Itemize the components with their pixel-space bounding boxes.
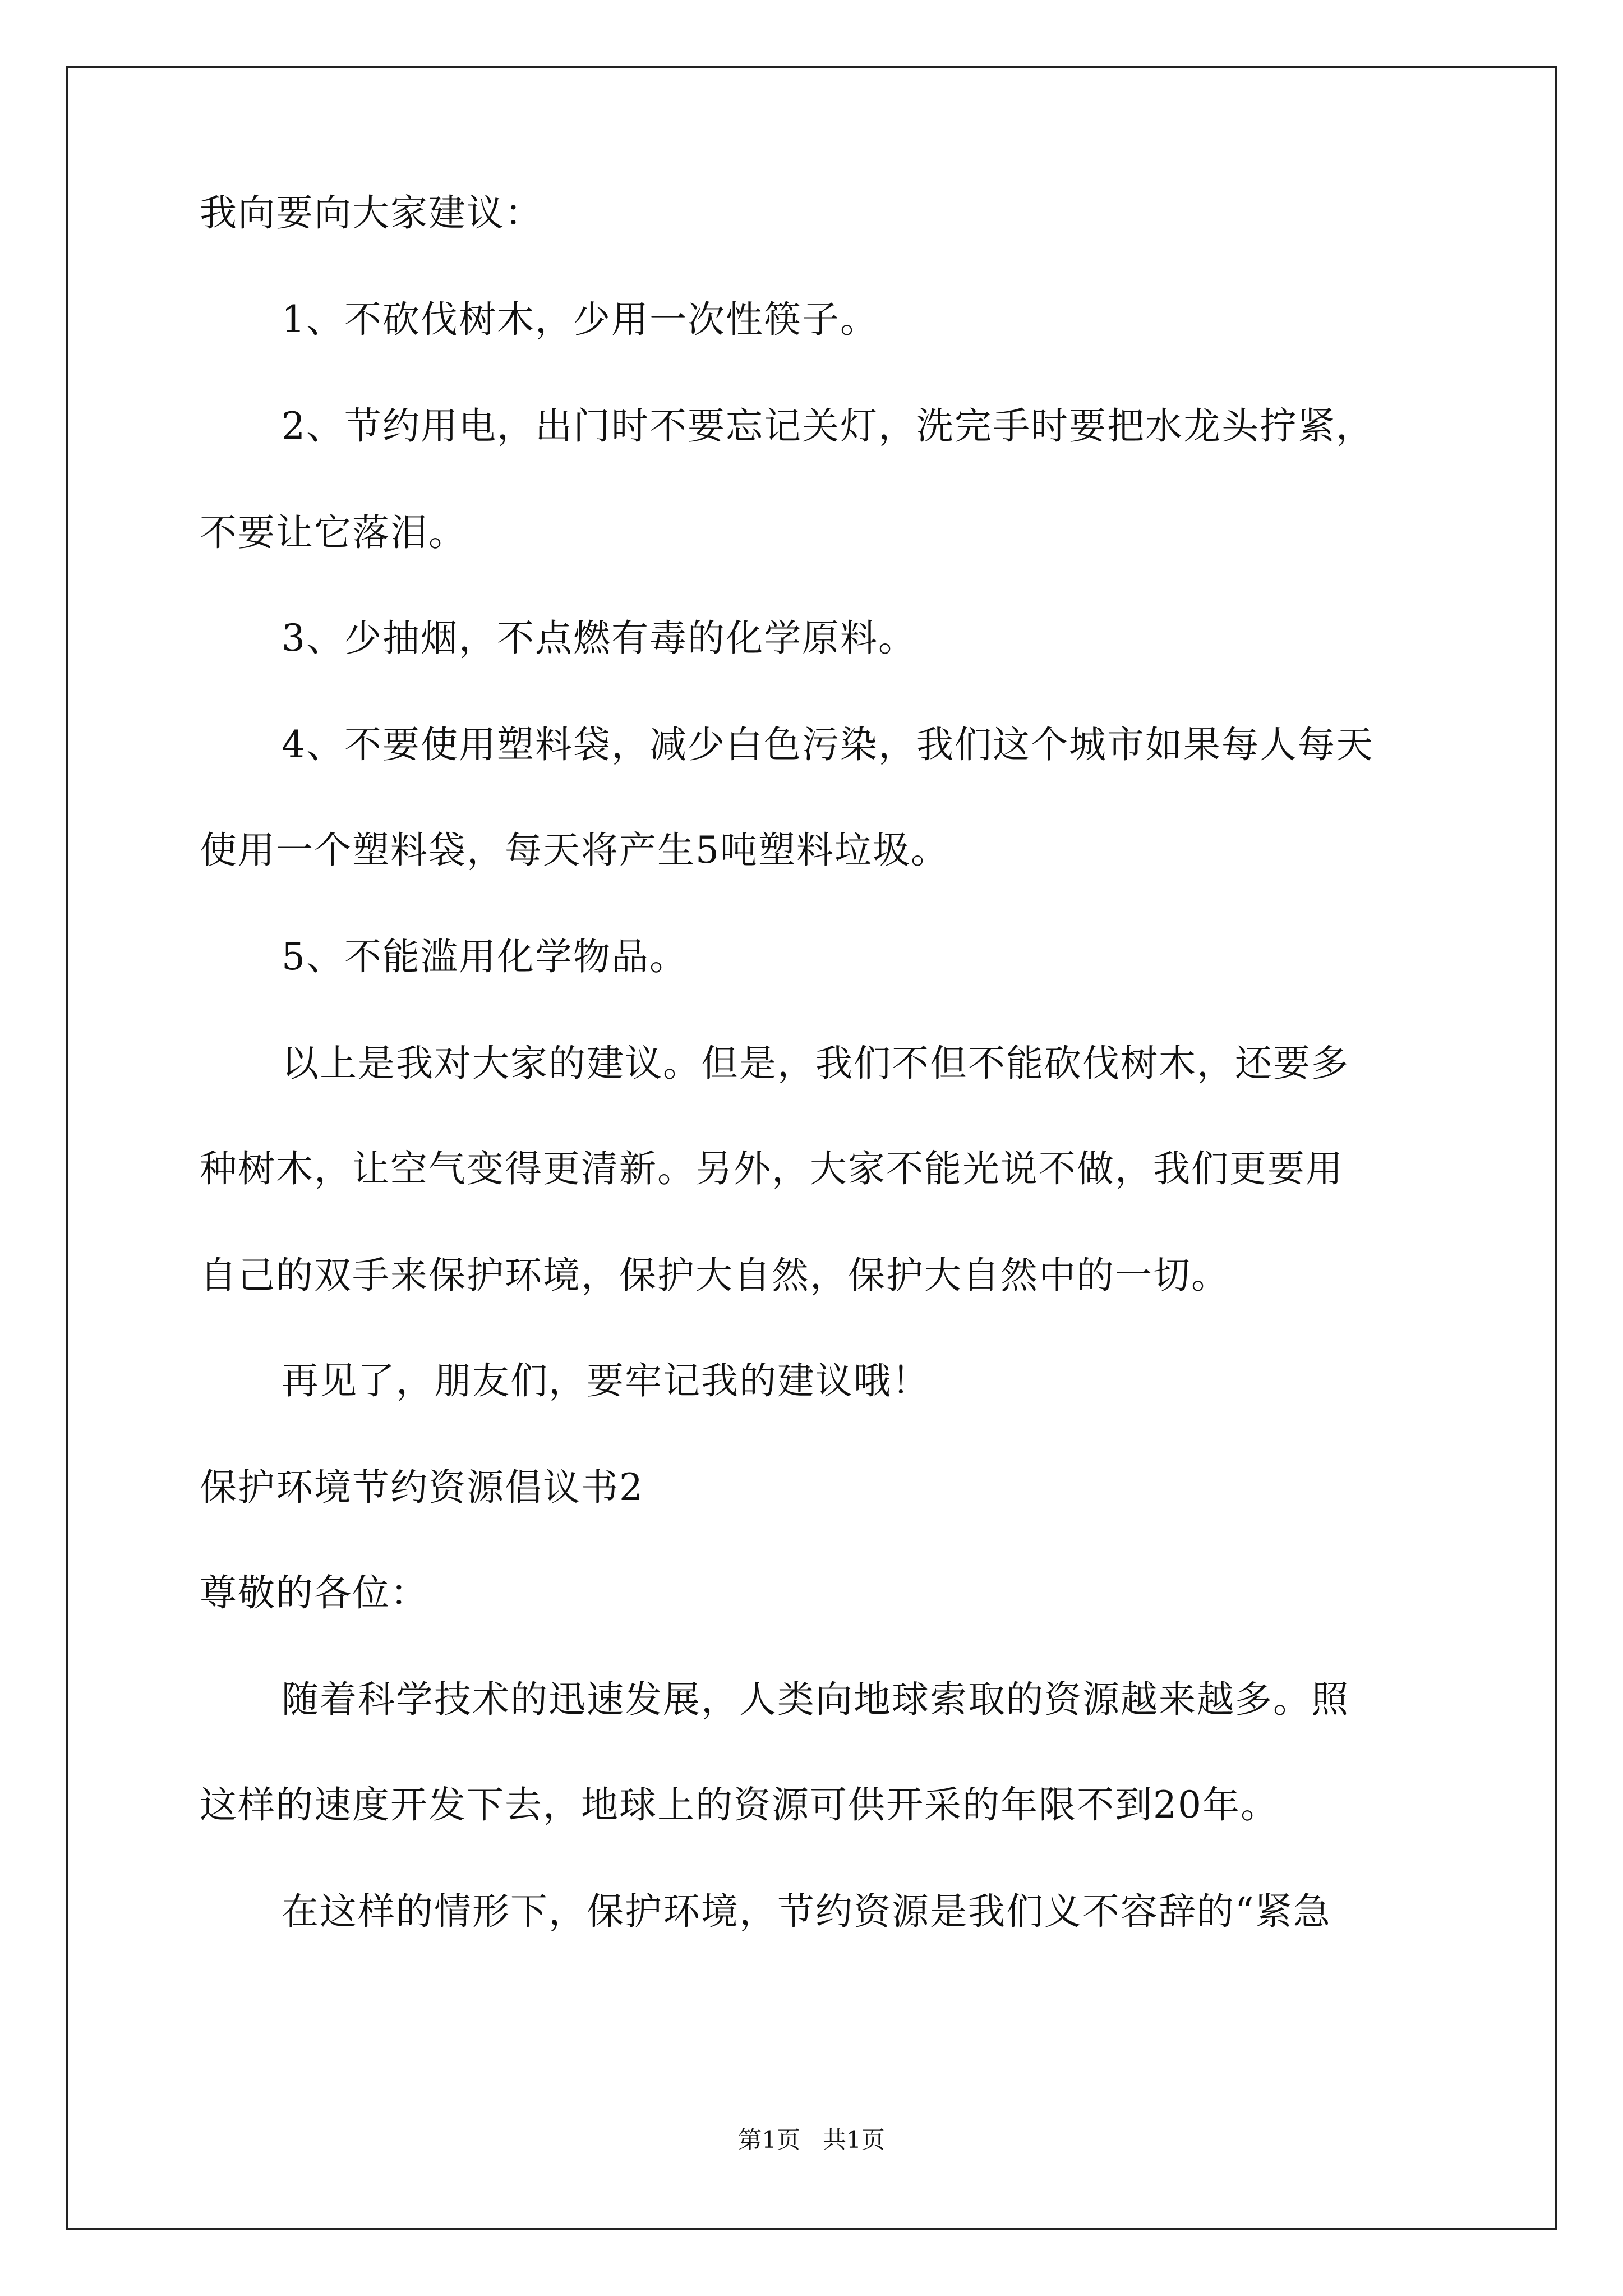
text-line: 以上是我对大家的建议。但是，我们不但不能砍伐树木，还要多 xyxy=(282,1042,1349,1085)
text-line: 5、不能滥用化学物品。 xyxy=(282,935,688,978)
page-footer: 第1页 共1页 xyxy=(738,2126,885,2154)
text-line: 随着科学技术的迅速发展，人类向地球索取的资源越来越多。照 xyxy=(282,1678,1349,1721)
text-line: 3、少抽烟，不点燃有毒的化学原料。 xyxy=(282,616,916,660)
text-line: 2、节约用电，出门时不要忘记关灯，洗完手时要把水龙头拧紧， xyxy=(282,404,1374,448)
section-title: 保护环境节约资源倡议书2 xyxy=(200,1466,644,1509)
text-line: 自己的双手来保护环境，保护大自然，保护大自然中的一切。 xyxy=(200,1254,1229,1297)
text-line: 不要让它落泪。 xyxy=(200,511,467,554)
text-line: 1、不砍伐树木，少用一次性筷子。 xyxy=(282,298,878,341)
text-line: 这样的速度开发下去，地球上的资源可供开采的年限不到20年。 xyxy=(200,1783,1279,1826)
text-line: 再见了，朋友们，要牢记我的建议哦！ xyxy=(282,1359,930,1402)
text-line: 4、不要使用塑料袋，减少白色污染，我们这个城市如果每人每天 xyxy=(282,723,1374,766)
text-line: 我向要向大家建议： xyxy=(200,191,543,234)
text-line: 使用一个塑料袋，每天将产生5吨塑料垃圾。 xyxy=(200,829,949,872)
text-line: 在这样的情形下，保护环境，节约资源是我们义不容辞的“紧急 xyxy=(282,1890,1331,1933)
salutation: 尊敬的各位： xyxy=(200,1571,428,1614)
text-line: 种树木，让空气变得更清新。另外，大家不能光说不做，我们更要用 xyxy=(200,1147,1344,1190)
